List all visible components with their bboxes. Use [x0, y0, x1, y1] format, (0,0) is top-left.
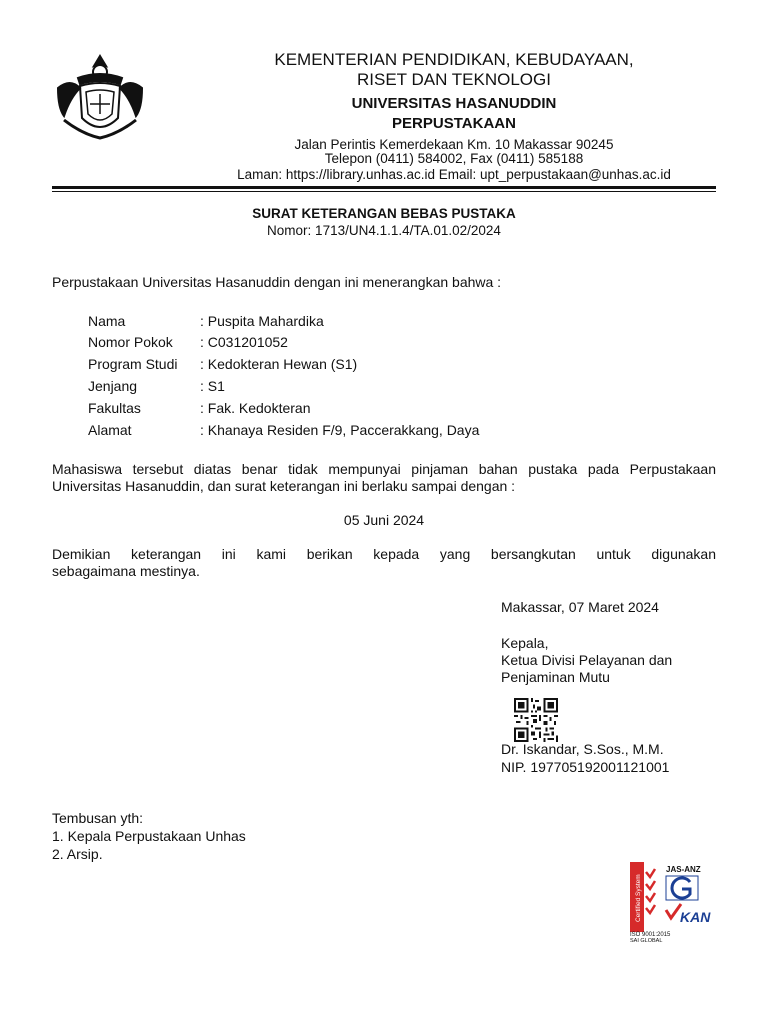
field-value-alamat: : Khanaya Residen F/9, Paccerakkang, Daya [200, 422, 480, 438]
cert-body-label: SAI GLOBAL [630, 938, 663, 942]
valid-until-date: 05 Juni 2024 [343, 512, 425, 528]
unit-name: PERPUSTAKAAN [392, 115, 516, 132]
intro-text: Perpustakaan Universitas Hasanuddin dengan ini menerangkan bahwa : [52, 274, 502, 290]
field-value-fakultas: : Fak. Kedokteran [200, 400, 311, 416]
field-label-alamat: Alamat [88, 422, 132, 438]
place-date: Makassar, 07 Maret 2024 [501, 599, 659, 615]
field-value-program-studi: : Kedokteran Hewan (S1) [200, 356, 358, 372]
cert-side-text: Certified System [635, 874, 642, 922]
cert-jas-label: JAS-ANZ [666, 865, 701, 874]
ministry-name-line1: KEMENTERIAN PENDIDIKAN, KEBUDAYAAN, [274, 50, 634, 69]
cc-item: 1. Kepala Perpustakaan Unhas [52, 828, 246, 844]
signer-nip: NIP. 197705192001121001 [501, 759, 670, 775]
address-line: Jalan Perintis Kemerdekaan Km. 10 Makassar 90245 [294, 137, 614, 152]
header-divider-thick [52, 186, 716, 189]
field-label-fakultas: Fakultas [88, 400, 141, 416]
signer-name: Dr. Iskandar, S.Sos., M.M. [501, 741, 664, 757]
signer-role-line2: Ketua Divisi Pelayanan dan [501, 652, 673, 668]
certification-badge-icon [628, 862, 718, 942]
ministry-name-line2: RISET DAN TEKNOLOGI [357, 70, 551, 89]
qr-code-icon [514, 698, 558, 742]
cert-kan-label: KAN [680, 909, 711, 925]
closing-line1: Demikian keterangan ini kami berikan kepada yang bersangkutan untuk digunakan [52, 546, 716, 562]
letter-number: Nomor: 1713/UN4.1.1.4/TA.01.02/2024 [267, 223, 501, 238]
statement-line2: Universitas Hasanuddin, dan surat keterangan ini berlaku sampai dengan : [52, 478, 516, 494]
field-value-nama: : Puspita Mahardika [200, 313, 324, 329]
field-value-jenjang: : S1 [200, 378, 225, 394]
university-crest-icon [50, 48, 150, 148]
field-label-nomor-pokok: Nomor Pokok [88, 334, 173, 350]
closing-line2: sebagaimana mestinya. [52, 563, 200, 579]
header-divider-thin [52, 191, 716, 192]
cert-standard-label: ISO 9001:2015 [630, 932, 671, 938]
cc-heading: Tembusan yth: [52, 810, 144, 826]
signer-role-line3: Penjaminan Mutu [501, 669, 610, 685]
cc-item: 2. Arsip. [52, 846, 103, 862]
web-email-line: Laman: https://library.unhas.ac.id Email: upt_perpustakaan@unhas.ac.id [237, 167, 671, 182]
phone-line: Telepon (0411) 584002, Fax (0411) 585188 [324, 151, 584, 166]
field-label-program-studi: Program Studi [88, 356, 178, 372]
university-name: UNIVERSITAS HASANUDDIN [351, 95, 557, 112]
letter-title: SURAT KETERANGAN BEBAS PUSTAKA [252, 206, 516, 221]
field-label-jenjang: Jenjang [88, 378, 138, 394]
signer-role-line1: Kepala, [501, 635, 549, 651]
field-value-nomor-pokok: : C031201052 [200, 334, 288, 350]
statement-line1: Mahasiswa tersebut diatas benar tidak mempunyai pinjaman bahan pustaka pada Perpustakaan [52, 461, 716, 477]
field-label-nama: Nama [88, 313, 126, 329]
